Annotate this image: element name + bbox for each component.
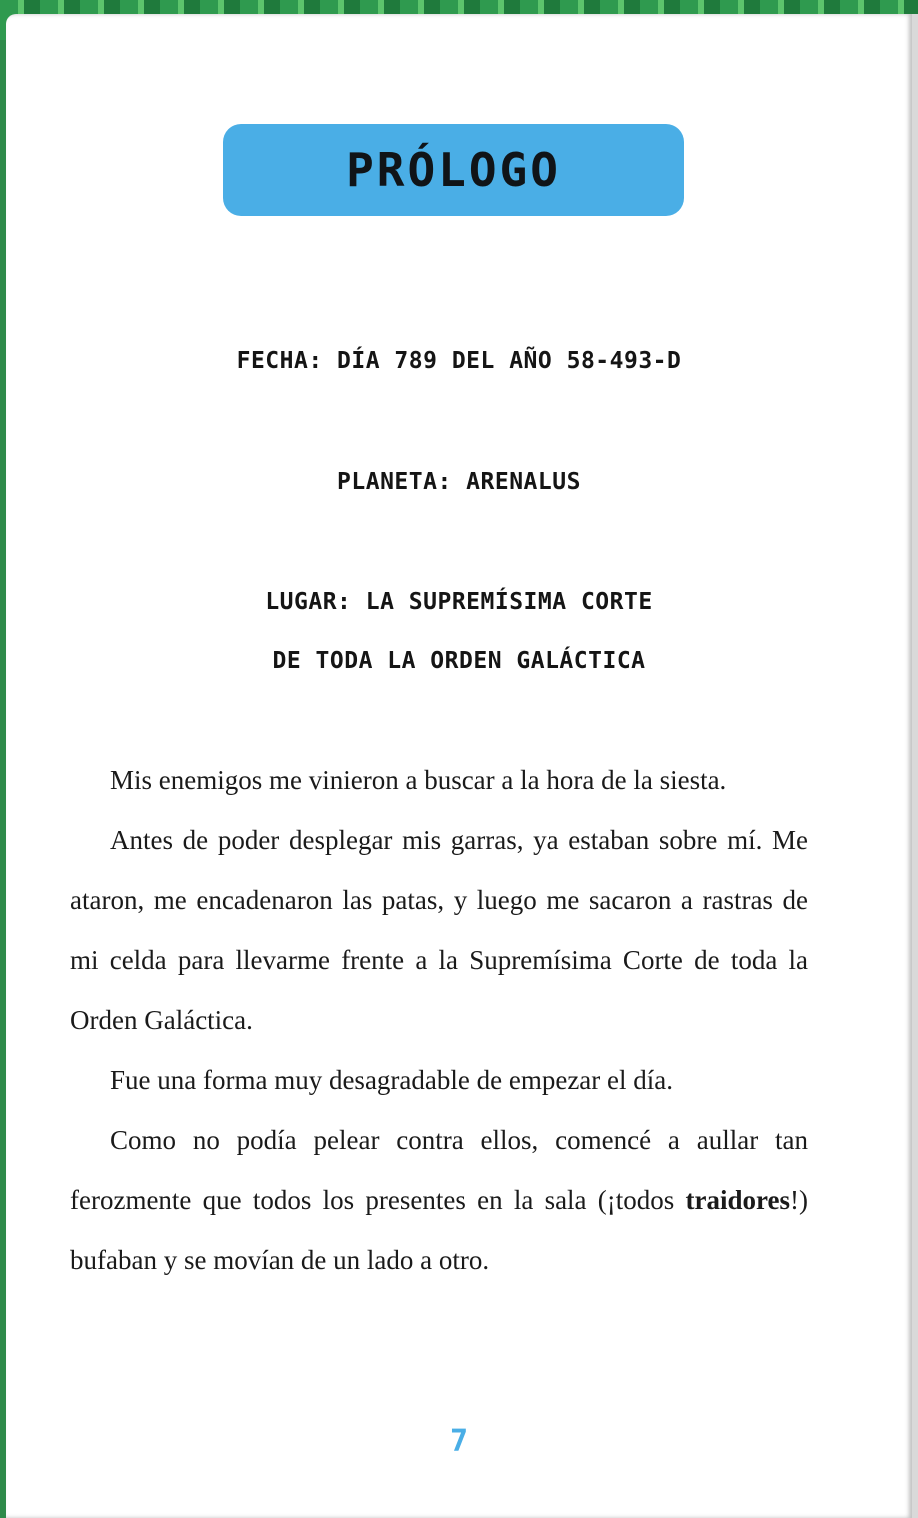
body-text (70, 750, 808, 1290)
paragraph: Fue una forma muy desagradable de empezar el día. (110, 1065, 674, 1095)
paragraph-text: !) bufaban y se movían de un lado a otro. (70, 1185, 808, 1275)
date-line: FECHA: DÍA 789 DEL AÑO 58-493-D (236, 348, 682, 374)
page-number: 7 (449, 1424, 469, 1459)
chapter-title: PRÓLOGO (346, 143, 561, 197)
place-line-2: DE TODA LA ORDEN GALÁCTICA (272, 648, 646, 674)
planet-line: PLANETA: ARENALUS (337, 469, 581, 495)
paragraph-text: Como no podía pelear contra ellos, comencé a aullar tan ferozmente que todos los presentes en la sala (¡todos (70, 1125, 808, 1215)
chapter-title-banner (223, 124, 684, 216)
paragraph: Antes de poder desplegar mis garras, ya estaban sobre mí. Me ataron, me encadenaron las patas, y luego me sacaron a rastras de mi celda para llevarme frente a la Supremísima Corte de toda la Orden Galáctica. (70, 825, 808, 1035)
paragraph (70, 1110, 808, 1290)
paragraph: Mis enemigos me vinieron a buscar a la hora de la siesta. (110, 765, 727, 795)
place-line-1: LUGAR: LA SUPREMÍSIMA CORTE (265, 589, 653, 615)
bold-word: traidores (685, 1185, 791, 1215)
page-edge (912, 14, 918, 1518)
